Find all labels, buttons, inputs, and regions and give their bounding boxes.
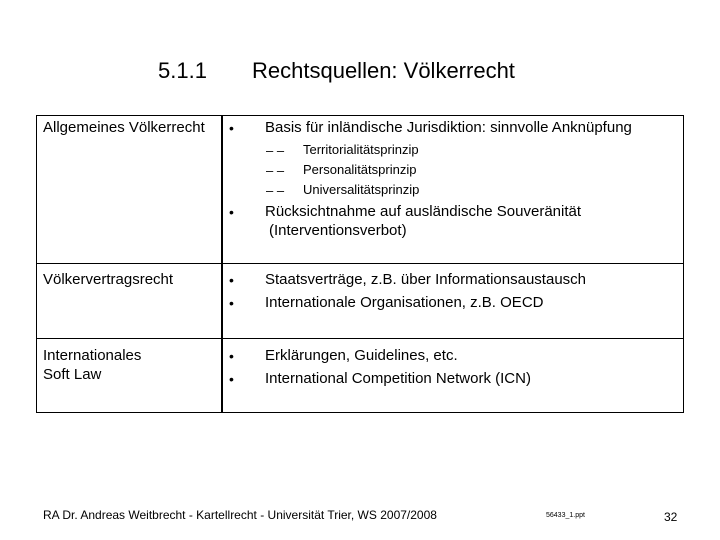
- section-number: 5.1.1: [158, 58, 207, 83]
- column-divider: [221, 115, 223, 413]
- row-label-soft-law-continued: Soft Law: [43, 366, 102, 383]
- bullet-text: Staatsverträge, z.B. über Informationsaustausch: [265, 271, 586, 288]
- content-table: [36, 115, 684, 413]
- page-number: 32: [664, 510, 678, 524]
- bullet-icon: •: [229, 204, 234, 220]
- dash-icon: – –: [266, 163, 285, 178]
- bullet-text-continued: (Interventionsverbot): [269, 222, 407, 239]
- bullet-icon: •: [229, 272, 234, 288]
- bullet-icon: •: [229, 120, 234, 136]
- bullet-icon: •: [229, 348, 234, 364]
- footer-credit: RA Dr. Andreas Weitbrecht - Kartellrecht - Universität Trier, WS 2007/2008: [43, 508, 437, 522]
- row-label-allgemeines-voelkerrecht: Allgemeines Völkerrecht: [43, 119, 205, 136]
- bullet-icon: •: [229, 295, 234, 311]
- sub-item: Universalitätsprinzip: [303, 182, 420, 197]
- bullet-icon: •: [229, 371, 234, 387]
- sub-item: Territorialitätsprinzip: [303, 142, 419, 157]
- dash-icon: – –: [266, 143, 285, 158]
- row-divider: [36, 263, 684, 264]
- bullet-text: International Competition Network (ICN): [265, 370, 531, 387]
- slide-title: Rechtsquellen: Völkerrecht: [252, 58, 515, 83]
- bullet-text: Internationale Organisationen, z.B. OECD: [265, 294, 544, 311]
- file-reference: 56433_1.ppt: [546, 512, 585, 519]
- dash-icon: – –: [266, 183, 285, 198]
- row-label-soft-law: Internationales: [43, 347, 142, 364]
- row-label-voelkervertragsrecht: Völkervertragsrecht: [43, 271, 174, 288]
- bullet-text: Erklärungen, Guidelines, etc.: [265, 347, 458, 364]
- bullet-text: Rücksichtnahme auf ausländische Souveränität: [265, 203, 582, 220]
- sub-item: Personalitätsprinzip: [303, 162, 417, 177]
- bullet-text: Basis für inländische Jurisdiktion: sinnvolle Anknüpfung: [265, 119, 632, 136]
- row-divider: [36, 338, 684, 339]
